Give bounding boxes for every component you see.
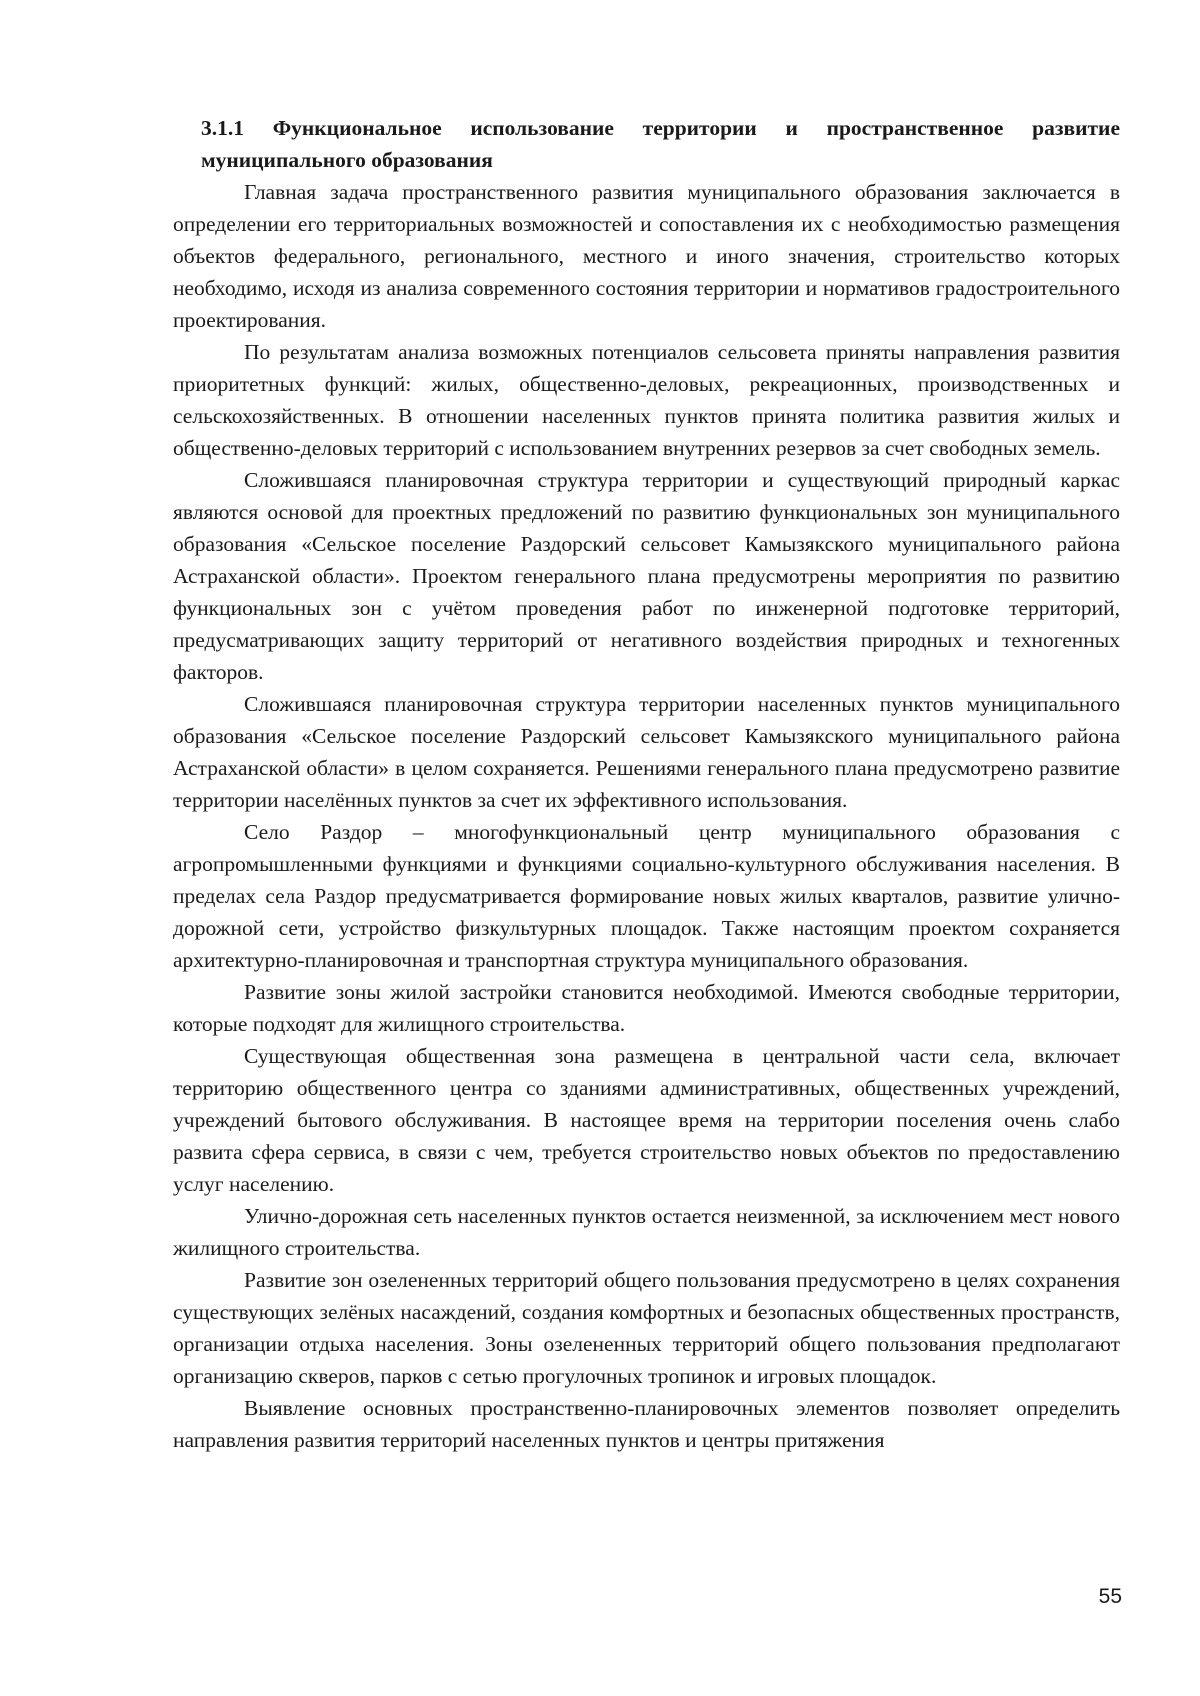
paragraph-8: Улично-дорожная сеть населенных пунктов остается неизменной, за исключением мест нового жилищного строительства. bbox=[173, 1204, 1120, 1260]
paragraph-7: Существующая общественная зона размещена в центральной части села, включает территорию общественного центра со зданиями административных, общественных учреждений, учреждений бытового обслуживания. В настоящее время на территории поселения очень слабо развита сфера сервиса, в связи с чем, требуется строительство новых объектов по предоставлению услуг населению. bbox=[173, 1044, 1120, 1196]
paragraph-10: Выявление основных пространственно-планировочных элементов позволяет определить направления развития территорий населенных пунктов и центры притяжения bbox=[173, 1396, 1120, 1452]
paragraph-4: Сложившаяся планировочная структура территории населенных пунктов муниципального образования «Сельское поселение Раздорский сельсовет Камызякского муниципального района Астраханской области» в целом сохраняется. Решениями генерального плана предусмотрено развитие территории населённых пунктов за счет их эффективного использования. bbox=[173, 692, 1120, 812]
paragraph-5: Село Раздор – многофункциональный центр муниципального образования с агропромышленными функциями и функциями социально-культурного обслуживания населения. В пределах села Раздор предусматривается формирование новых жилых кварталов, развитие улично-дорожной сети, устройство физкультурных площадок. Также настоящим проектом сохраняется архитектурно-планировочная и транспортная структура муниципального образования. bbox=[173, 820, 1120, 972]
paragraph-6: Развитие зоны жилой застройки становится необходимой. Имеются свободные территории, которые подходят для жилищного строительства. bbox=[173, 980, 1120, 1036]
page-body bbox=[173, 112, 1120, 1456]
page-number: 55 bbox=[1098, 1585, 1122, 1608]
paragraph-3: Сложившаяся планировочная структура территории и существующий природный каркас являются основой для проектных предложений по развитию функциональных зон муниципального образования «Сельское поселение Раздорский сельсовет Камызякского муниципального района Астраханской области». Проектом генерального плана предусмотрены мероприятия по развитию функциональных зон с учётом проведения работ по инженерной подготовке территорий, предусматривающих защиту территорий от негативного воздействия природных и техногенных факторов. bbox=[173, 468, 1120, 684]
section-heading: 3.1.1 Функциональное использование территории и пространственное развитие муниципального образования bbox=[201, 116, 1120, 172]
paragraph-2: По результатам анализа возможных потенциалов сельсовета приняты направления развития приоритетных функций: жилых, общественно-деловых, рекреационных, производственных и сельскохозяйственных. В отношении населенных пунктов принята политика развития жилых и общественно-деловых территорий с использованием внутренних резервов за счет свободных земель. bbox=[173, 340, 1120, 460]
paragraph-1: Главная задача пространственного развития муниципального образования заключается в определении его территориальных возможностей и сопоставления их с необходимостью размещения объектов федерального, регионального, местного и иного значения, строительство которых необходимо, исходя из анализа современного состояния территории и нормативов градостроительного проектирования. bbox=[173, 180, 1120, 332]
paragraph-9: Развитие зон озелененных территорий общего пользования предусмотрено в целях сохранения существующих зелёных насаждений, создания комфортных и безопасных общественных пространств, организации отдыха населения. Зоны озелененных территорий общего пользования предполагают организацию скверов, парков с сетью прогулочных тропинок и игровых площадок. bbox=[173, 1268, 1120, 1388]
